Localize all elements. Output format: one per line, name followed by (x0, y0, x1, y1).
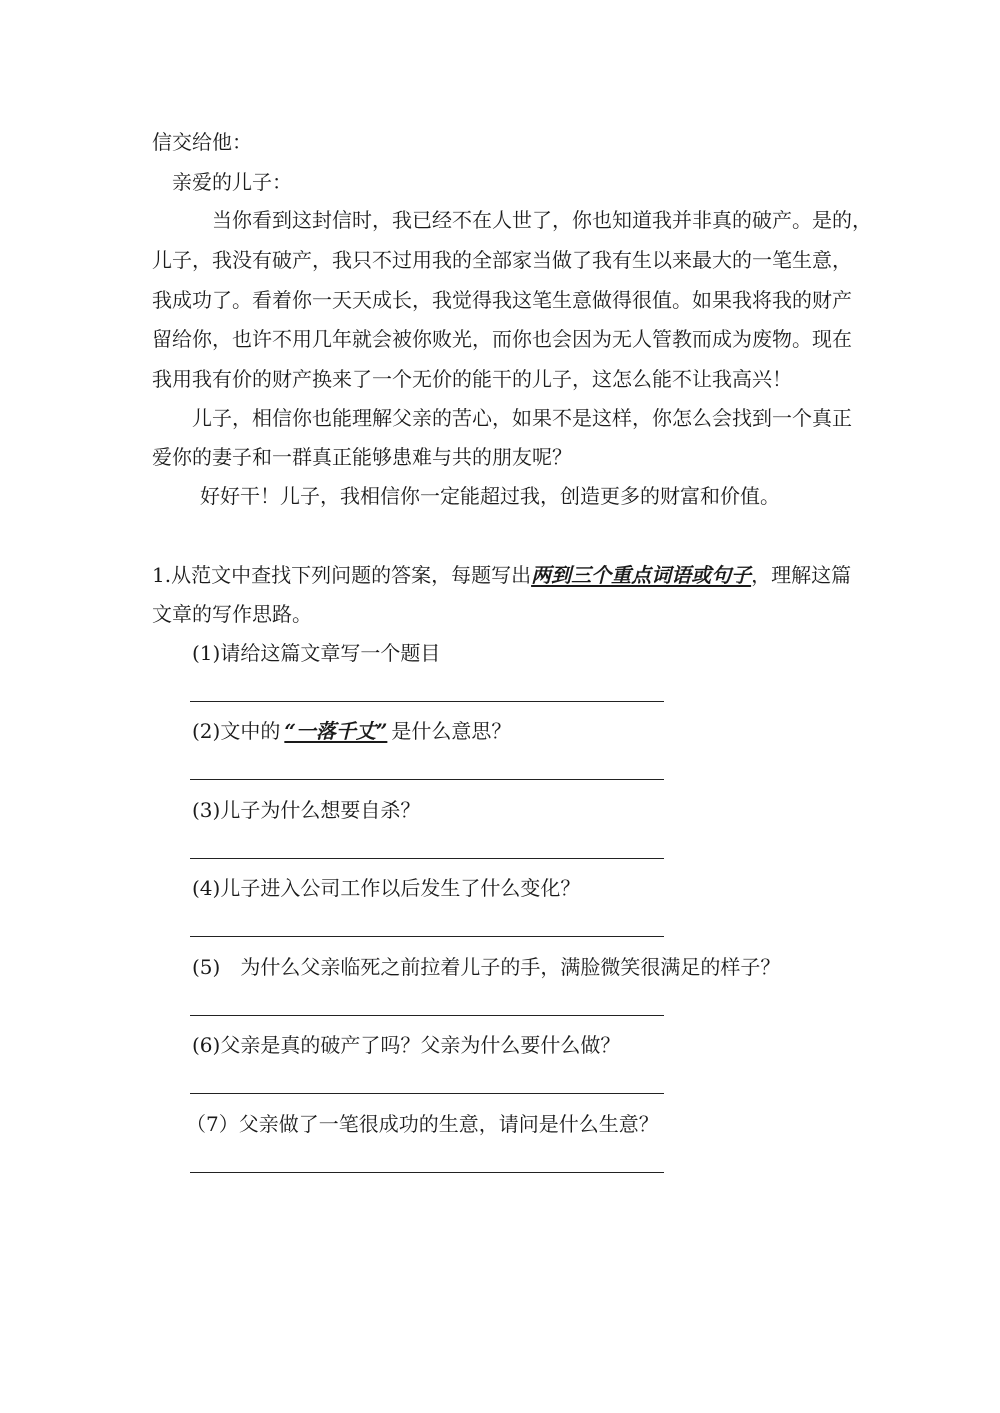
question-3: (3)儿子为什么想要自杀？ (192, 798, 421, 822)
instruction-suffix: ，理解这篇 (751, 563, 852, 587)
question-4: (4)儿子进入公司工作以后发生了什么变化？ (192, 876, 581, 900)
exercise-instruction-line2: 文章的写作思路。 (152, 602, 312, 626)
exercise-instruction (152, 561, 851, 589)
paragraph-line: 留给你，也许不用几年就会被你败光，而你也会因为无人管教而成为废物。现在 (152, 327, 852, 351)
q2-prefix: (2)文中的 (192, 719, 281, 743)
question-2 (192, 717, 511, 745)
paragraph-line: 当你看到这封信时，我已经不在人世了，你也知道我并非真的破产。是的， (212, 208, 872, 232)
paragraph-line: 爱你的妻子和一群真正能够患难与共的朋友呢？ (152, 445, 572, 469)
letter-salutation: 亲爱的儿子： (172, 170, 292, 194)
question-5: (5) 为什么父亲临死之前拉着儿子的手，满脸微笑很满足的样子？ (192, 955, 781, 979)
letter-paragraph-3: 好好干！儿子，我相信你一定能超过我，创造更多的财富和价值。 (200, 484, 780, 508)
instruction-emphasis: 两到三个重点词语或句子 (531, 563, 752, 587)
answer-line-1[interactable] (190, 701, 664, 702)
q2-suffix: 是什么意思？ (391, 719, 512, 743)
q2-emphasis: “一落千丈” (284, 719, 388, 743)
paragraph-line: 我用我有价的财产换来了一个无价的能干的儿子，这怎么能不让我高兴！ (152, 367, 792, 391)
answer-line-7[interactable] (190, 1172, 664, 1173)
paragraph-line: 儿子，我没有破产，我只不过用我的全部家当做了我有生以来最大的一笔生意， (152, 248, 852, 272)
question-1: (1)请给这篇文章写一个题目 (192, 641, 441, 665)
answer-line-2[interactable] (190, 779, 664, 780)
answer-line-4[interactable] (190, 936, 664, 937)
instruction-prefix: 1.从范文中查找下列问题的答案，每题写出 (152, 563, 532, 587)
question-6: (6)父亲是真的破产了吗？父亲为什么要什么做？ (192, 1033, 621, 1057)
question-7: （7）父亲做了一笔很成功的生意，请问是什么生意？ (186, 1112, 659, 1136)
answer-line-6[interactable] (190, 1093, 664, 1094)
answer-line-5[interactable] (190, 1015, 664, 1016)
paragraph-line: 我成功了。看着你一天天成长，我觉得我这笔生意做得很值。如果我将我的财产 (152, 288, 852, 312)
answer-line-3[interactable] (190, 858, 664, 859)
letter-intro: 信交给他： (152, 130, 252, 154)
paragraph-line: 儿子，相信你也能理解父亲的苦心，如果不是这样，你怎么会找到一个真正 (192, 406, 852, 430)
